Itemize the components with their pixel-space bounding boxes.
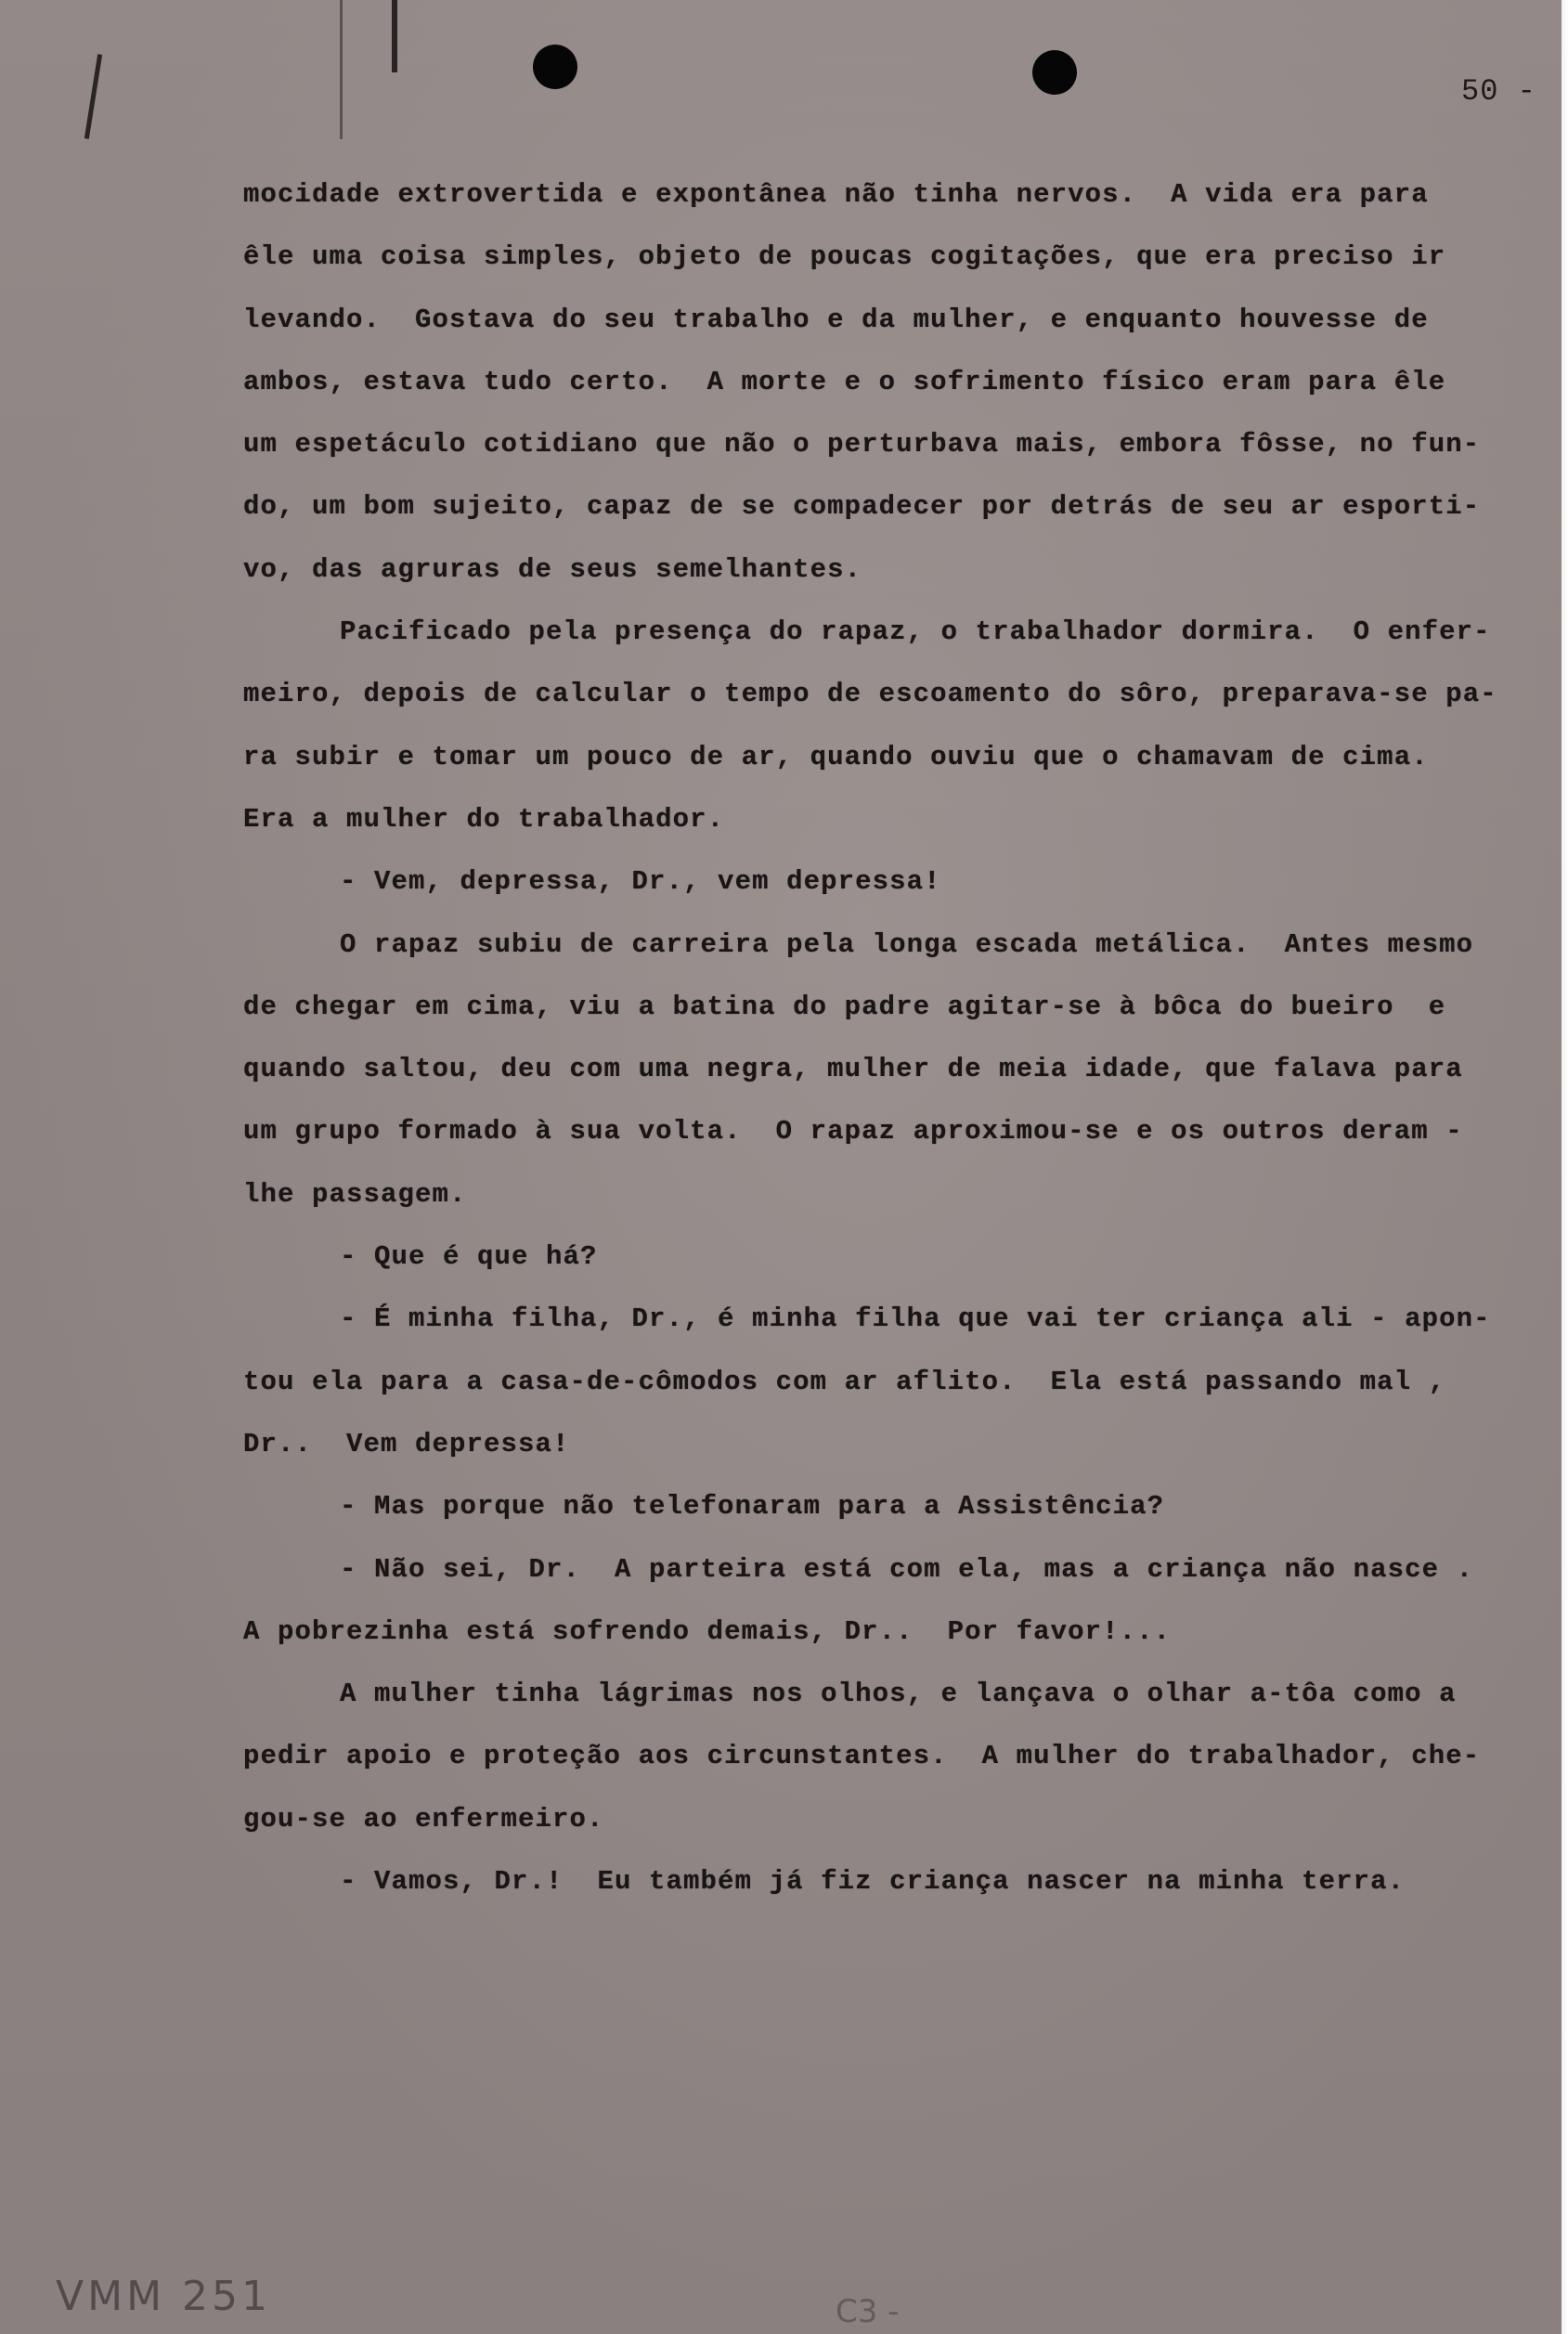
text-line: Dr.. Vem depressa! [243,1428,570,1459]
text-line: êle uma coisa simples, objeto de poucas cogitações, que era preciso ir [243,241,1446,273]
punched-hole-right [1032,50,1077,95]
text-line: A pobrezinha está sofrendo demais, Dr.. Por favor!... [243,1615,1172,1647]
text-line: quando saltou, deu com uma negra, mulher de meia idade, que falava para [243,1054,1463,1085]
text-line: ambos, estava tudo certo. A morte e o sofrimento físico eram para êle [243,366,1446,397]
text-line: - É minha filha, Dr., é minha filha que vai ter criança ali - apon- [340,1303,1491,1335]
faint-pencil-mark: C3 - [836,2293,900,2330]
text-line: Era a mulher do trabalhador. [243,803,725,835]
punched-hole-left [533,45,577,89]
text-line: vo, das agruras de seus semelhantes. [243,553,862,585]
top-pen-mark [392,0,397,72]
text-line: - Que é que há? [340,1241,598,1273]
text-line: - Não sei, Dr. A parteira está com ela, mas a criança não nasce . [340,1553,1474,1585]
page-number: 50 - [1461,74,1536,109]
margin-pen-mark [84,54,102,139]
text-line: O rapaz subiu de carreira pela longa escada metálica. Antes mesmo [340,928,1474,960]
text-line: levando. Gostava do seu trabalho e da mulher, e enquanto houvesse de [243,304,1429,335]
text-line: Pacificado pela presença do rapaz, o trabalhador dormira. O enfer- [340,616,1491,648]
text-line: pedir apoio e proteção aos circunstantes. A mulher do trabalhador, che- [243,1741,1481,1772]
text-line: de chegar em cima, viu a batina do padre agitar-se à bôca do bueiro e [243,991,1446,1022]
text-line: - Vem, depressa, Dr., vem depressa! [340,866,941,898]
text-line: mocidade extrovertida e expontânea não tinha nervos. A vida era para [243,179,1429,210]
text-line: lhe passagem. [243,1178,467,1210]
text-line: - Mas porque não telefonaram para a Assistência? [340,1491,1165,1523]
text-line: meiro, depois de calcular o tempo de escoamento do sôro, preparava-se pa- [243,679,1497,710]
page-edge [1562,0,1568,2334]
body-text [243,163,1562,1913]
text-line: um grupo formado à sua volta. O rapaz aproximou-se e os outros deram - [243,1116,1463,1148]
text-line: tou ela para a casa-de-cômodos com ar aflito. Ela está passando mal , [243,1366,1446,1397]
archive-mark: VMM 251 [56,2273,271,2320]
text-line: um espetáculo cotidiano que não o perturbava mais, embora fôsse, no fun- [243,429,1481,460]
text-line: ra subir e tomar um pouco de ar, quando ouviu que o chamavam de cima. [243,741,1429,772]
text-line: gou-se ao enfermeiro. [243,1803,604,1835]
text-line: - Vamos, Dr.! Eu também já fiz criança nascer na minha terra. [340,1866,1406,1898]
text-line: do, um bom sujeito, capaz de se compadecer por detrás de seu ar esporti- [243,491,1481,523]
top-pencil-mark [340,0,343,139]
text-line: A mulher tinha lágrimas nos olhos, e lançava o olhar a-tôa como a [340,1679,1457,1710]
